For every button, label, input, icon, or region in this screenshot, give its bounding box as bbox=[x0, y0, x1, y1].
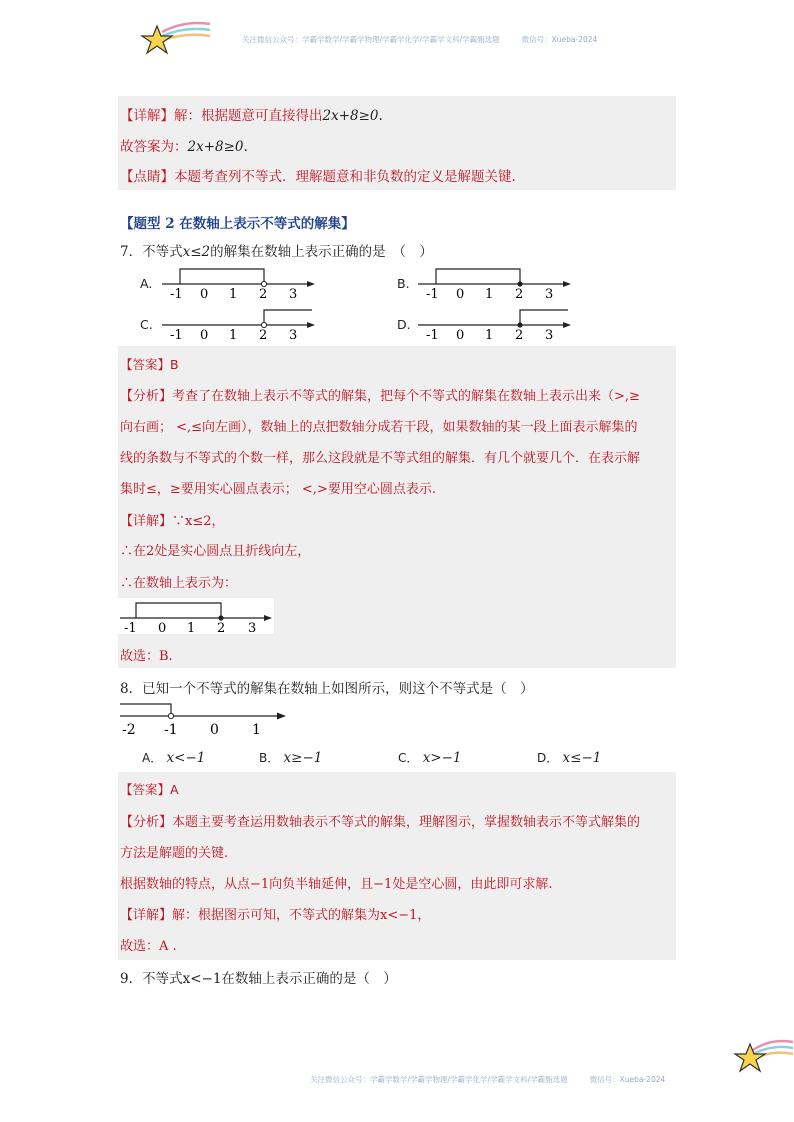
q8-option-d: D． x≤−1 bbox=[537, 750, 602, 766]
header-text: 关注微信公众号：学霸学数学/学霸学物理/学霸学化学/学霸学文科/学霸甄选题 bbox=[242, 35, 500, 44]
q7-detail-line-1: 【详解】∵x≤2， bbox=[120, 514, 225, 529]
q7-option-a-letter: A. bbox=[140, 276, 153, 291]
tick-label: 3 bbox=[545, 287, 554, 300]
tick-label: -1 bbox=[426, 328, 439, 341]
star-logo-icon bbox=[140, 18, 212, 62]
q8-analysis-line-1: 【分析】本题主要考查运用数轴表示不等式的解集，理解图示，掌握数轴表示不等式解集的 bbox=[120, 815, 641, 830]
tick-label: 1 bbox=[485, 328, 494, 341]
tick-label: -1 bbox=[124, 621, 137, 634]
q8-answer: 【答案】A bbox=[120, 782, 179, 797]
q8-analysis-line-3: 根据数轴的特点，从点−1向负半轴延伸，且−1处是空心圆，由此即可求解. bbox=[120, 877, 553, 892]
q8-stem: 8．已知一个不等式的解集在数轴上如图所示，则这个不等式是（ ） bbox=[120, 681, 534, 697]
q7-answer: 【答案】B bbox=[120, 357, 179, 372]
q7-option-b-letter: B. bbox=[397, 276, 410, 291]
q7-solution-numberline bbox=[118, 598, 274, 634]
footer-text: 关注微信公众号：学霸学数学/学霸学物理/学霸学化学/学霸学文科/学霸甄选题 bbox=[310, 1075, 568, 1084]
tick-label: 0 bbox=[456, 287, 465, 300]
q9-stem: 9．不等式x<−1在数轴上表示正确的是（ ） bbox=[120, 971, 397, 987]
footer-banner bbox=[310, 1074, 665, 1085]
section-heading: 【题型 2 在数轴上表示不等式的解集】 bbox=[120, 216, 355, 232]
q6-detail-line: 【详解】解：根据题意可直接得出2x+8≥0. bbox=[120, 108, 383, 124]
q7-option-a-numberline bbox=[160, 264, 320, 300]
tick-label: 1 bbox=[252, 722, 261, 738]
q7-option-b-numberline bbox=[416, 264, 576, 300]
tick-label: 1 bbox=[485, 287, 494, 300]
q6-answer-line: 故答案为：2x+8≥0. bbox=[120, 139, 248, 155]
detail-expr: 2x+8≥0 bbox=[322, 108, 379, 124]
footer-wechat: 微信号：Xueba-2024 bbox=[589, 1075, 666, 1084]
tick-label: 2 bbox=[259, 287, 268, 300]
tick-label: 1 bbox=[229, 287, 238, 300]
tick-label: 3 bbox=[289, 328, 298, 341]
tick-label: 0 bbox=[158, 621, 167, 634]
tick-label: -1 bbox=[170, 328, 183, 341]
tick-label: 2 bbox=[217, 621, 226, 634]
q7-analysis-line-4: 集时≤，≥要用实心圆点表示； <,>要用空心圆点表示. bbox=[120, 482, 436, 497]
q7a-ticks bbox=[170, 287, 297, 300]
tick-label: 0 bbox=[200, 287, 209, 300]
q8-choose: 故选：A . bbox=[120, 939, 177, 954]
star-logo-icon bbox=[733, 1034, 793, 1078]
detail-tag: 【详解】 bbox=[120, 108, 174, 124]
tick-label: 3 bbox=[289, 287, 298, 300]
q6-tip-line: 【点睛】本题考查列不等式．理解题意和非负数的定义是解题关键. bbox=[120, 169, 516, 185]
q8-option-a: A． x<−1 bbox=[142, 750, 206, 766]
q7-option-c-numberline bbox=[160, 305, 320, 341]
tick-label: -2 bbox=[122, 722, 136, 738]
tick-label: 3 bbox=[248, 621, 257, 634]
q7-analysis-line-3: 线的条数与不等式的个数一样，那么这段就是不等式组的解集．有几个就要几个．在表示解 bbox=[120, 451, 641, 466]
q8-numberline bbox=[118, 700, 290, 740]
header-banner bbox=[242, 34, 597, 45]
q7-stem: 7．不等式x≤2的解集在数轴上表示正确的是 （ ） bbox=[120, 244, 433, 260]
q8-analysis-line-2: 方法是解题的关键. bbox=[120, 846, 229, 861]
header-wechat: 微信号：Xueba-2024 bbox=[521, 35, 598, 44]
tick-label: 0 bbox=[200, 328, 209, 341]
q8-option-b: B． x≥−1 bbox=[259, 750, 323, 766]
tick-label: 0 bbox=[210, 722, 219, 738]
tick-label: 1 bbox=[229, 328, 238, 341]
tick-label: 0 bbox=[456, 328, 465, 341]
tick-label: 1 bbox=[187, 621, 196, 634]
q8-detail: 【详解】解：根据图示可知，不等式的解集为x<−1， bbox=[120, 908, 431, 923]
q7-analysis-line-1: 【分析】考查了在数轴上表示不等式的解集，把每个不等式的解集在数轴上表示出来（>,≥ bbox=[120, 389, 640, 404]
tick-label: 2 bbox=[515, 287, 524, 300]
tick-label: 2 bbox=[515, 328, 524, 341]
answer-expr: 2x+8≥0 bbox=[187, 139, 244, 155]
tick-label: -1 bbox=[164, 722, 178, 738]
q7-choose: 故选：B. bbox=[120, 649, 173, 664]
q7-option-d-numberline bbox=[416, 305, 576, 341]
tick-label: -1 bbox=[170, 287, 183, 300]
q7-analysis-line-2: 向右画； <,≤向左画），数轴上的点把数轴分成若干段，如果数轴的某一段上面表示解集的 bbox=[120, 420, 638, 435]
tick-label: 2 bbox=[259, 328, 268, 341]
tick-label: -1 bbox=[426, 287, 439, 300]
q7-option-d-letter: D. bbox=[397, 317, 411, 332]
q7-option-c-letter: C. bbox=[140, 317, 153, 332]
solution-box-q8 bbox=[118, 772, 676, 960]
q7-detail-line-3: ∴在数轴上表示为： bbox=[120, 576, 238, 591]
q7-detail-line-2: ∴在2处是实心圆点且折线向左， bbox=[120, 544, 311, 559]
tick-label: 3 bbox=[545, 328, 554, 341]
detail-text: 解：根据题意可直接得出 bbox=[174, 108, 323, 124]
q8-option-c: C． x>−1 bbox=[398, 750, 462, 766]
